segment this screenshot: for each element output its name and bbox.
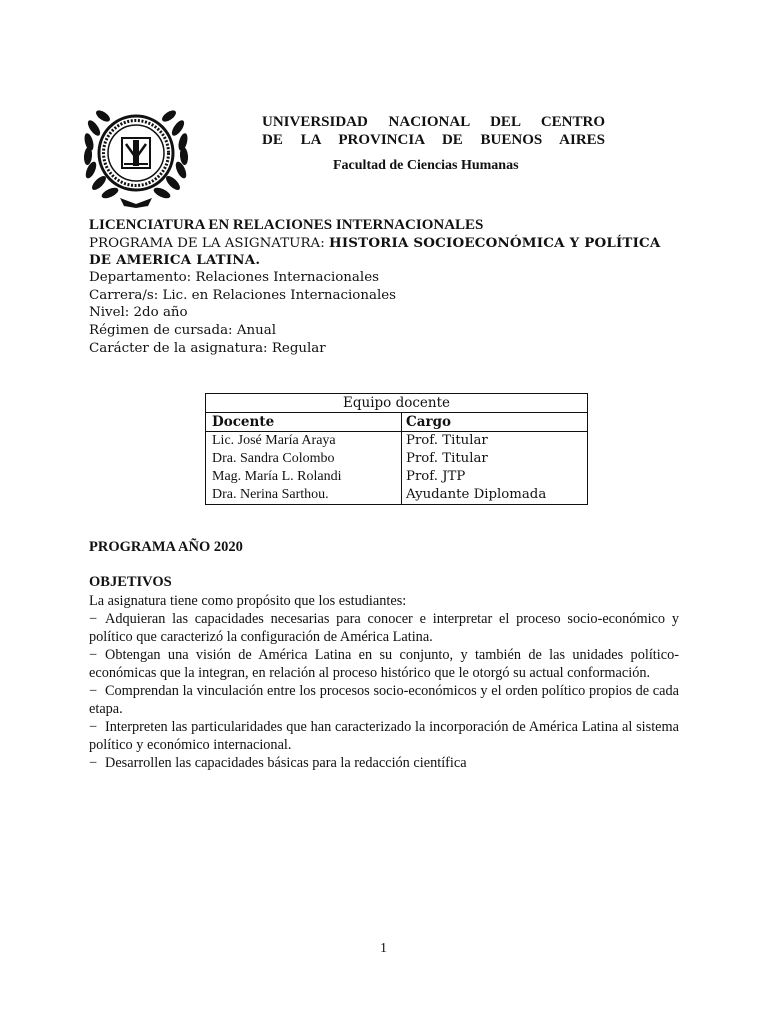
regime: Régimen de cursada: Anual [89, 323, 277, 338]
degree-title: LICENCIATURA EN RELACIONES INTERNACIONALES [89, 217, 484, 233]
department: Departamento: Relaciones Internacionales [89, 270, 379, 285]
character: Carácter de la asignatura: Regular [89, 341, 326, 356]
objectives-heading: OBJETIVOS [89, 574, 172, 590]
objective-item: − Comprendan la vinculación entre los procesos socio-económicos y el orden político propios de cada etapa. [89, 683, 679, 717]
dash-bullet: − [89, 683, 98, 699]
program-title-line1: HISTORIA SOCIOECONÓMICA Y POLÍTICA [328, 235, 661, 251]
table-row [206, 486, 588, 505]
cargo-cell: Prof. JTP [402, 468, 588, 486]
objective-item: − Interpreten las particularidades que han caracterizado la incorporación de América Latina al sistema político y económico internacional. [89, 719, 679, 753]
program-prefix: PROGRAMA DE LA ASIGNATURA: [89, 236, 329, 251]
dash-bullet: − [89, 719, 98, 735]
docente-cell: Mag. María L. Rolandi [206, 468, 402, 486]
teaching-team-table [205, 393, 588, 505]
faculty-name: Facultad de Ciencias Humanas [333, 158, 519, 173]
column-header-cargo: Cargo [402, 413, 588, 432]
docente-cell: Lic. José María Araya [206, 432, 402, 451]
docente-cell: Dra. Sandra Colombo [206, 450, 402, 468]
table-title: Equipo docente [206, 394, 588, 413]
objective-item: − Desarrollen las capacidades básicas para la redacción científica [89, 755, 467, 771]
table-row [206, 450, 588, 468]
program-title [89, 235, 661, 251]
career: Carrera/s: Lic. en Relaciones Internacionales [89, 288, 397, 303]
page-number: 1 [380, 941, 387, 956]
university-seal-icon [80, 98, 192, 210]
cargo-cell: Prof. Titular [402, 450, 588, 468]
dash-bullet: − [89, 647, 98, 663]
cargo-cell: Ayudante Diplomada [402, 486, 588, 505]
objectives-body [89, 592, 679, 772]
university-name-line1: UNIVERSIDAD NACIONAL DEL CENTRO [262, 114, 605, 130]
dash-bullet: − [89, 611, 98, 627]
dash-bullet: − [89, 755, 98, 771]
program-title-line2: DE AMERICA LATINA. [89, 252, 261, 268]
university-name-line2: DE LA PROVINCIA DE BUENOS AIRES [262, 132, 605, 148]
objective-item: − Adquieran las capacidades necesarias para conocer e interpretar el proceso socio-económico y político que caracterizó la configuración de América Latina. [89, 611, 679, 645]
cargo-cell: Prof. Titular [402, 432, 588, 451]
table-row [206, 432, 588, 451]
objective-item: − Obtengan una visión de América Latina en su conjunto, y también de las unidades político-económicas que la integran, en relación al proceso histórico que le otorgó su actual conformación. [89, 647, 679, 681]
column-header-docente: Docente [206, 413, 402, 432]
program-year: PROGRAMA AÑO 2020 [89, 539, 243, 555]
table-row [206, 468, 588, 486]
objectives-intro: La asignatura tiene como propósito que los estudiantes: [89, 593, 407, 609]
level: Nivel: 2do año [89, 305, 188, 320]
docente-cell: Dra. Nerina Sarthou. [206, 486, 402, 505]
